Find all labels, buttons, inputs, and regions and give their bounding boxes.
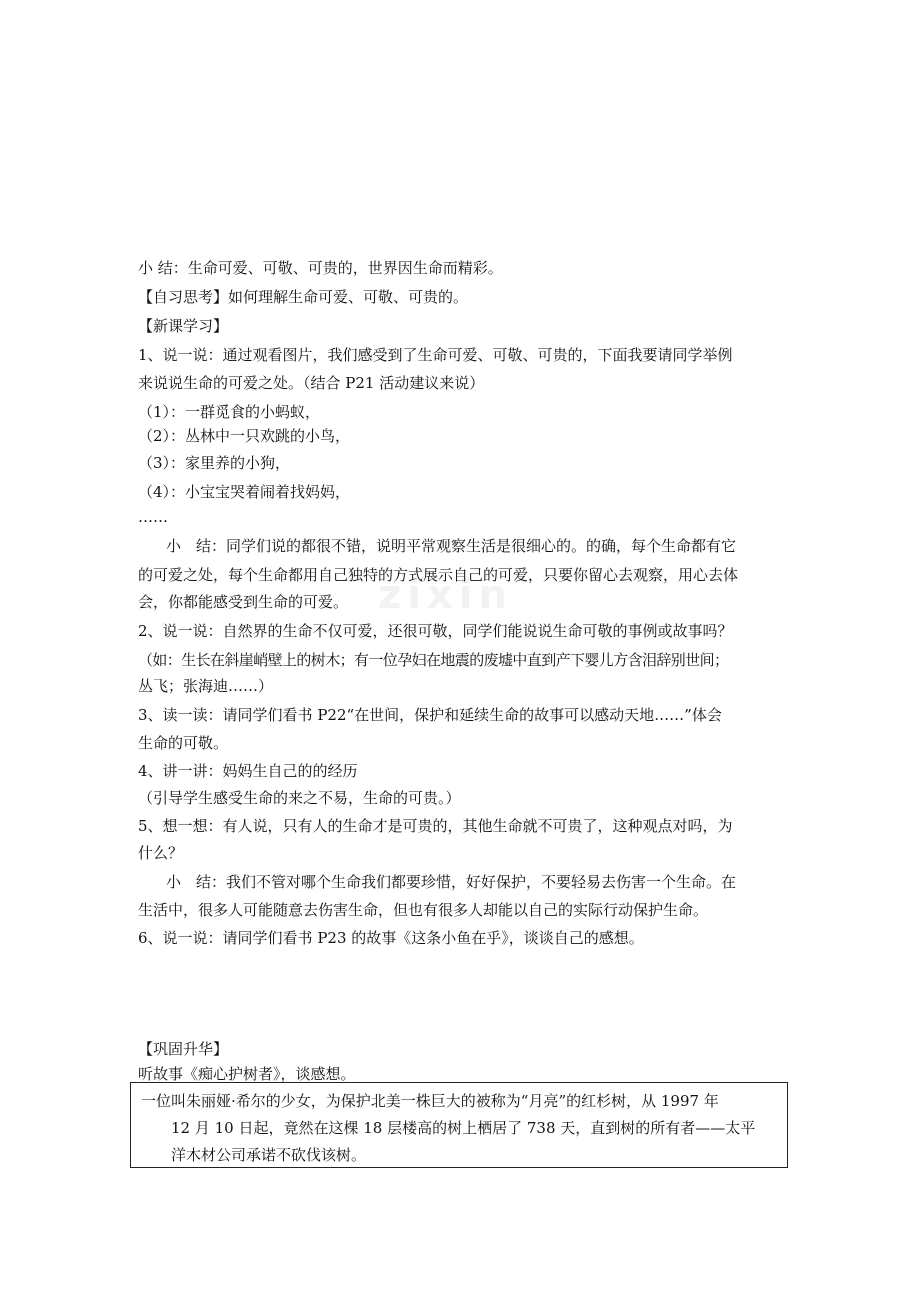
item1-line1: 1、说一说：通过观看图片，我们感受到了生命可爱、可敬、可贵的，下面我要请同学举例 <box>138 346 733 364</box>
story-line: 洋木材公司承诺不砍伐该树。 <box>171 1146 367 1164</box>
item1-summary-line: 的可爱之处，每个生命都用自己独特的方式展示自己的可爱，只要你留心去观察，用心去体 <box>138 566 739 584</box>
item2-line2: （如：生长在斜崖峭壁上的树木；有一位孕妇在地震的废墟中直到产下婴儿方含泪辞别世间； <box>138 651 729 669</box>
ellipsis: …… <box>138 508 168 526</box>
story-line: 12 月 10 日起，竟然在这棵 18 层楼高的树上栖居了 738 天，直到树的所有者——太平 <box>171 1119 756 1137</box>
item4-line2: （引导学生感受生命的来之不易，生命的可贵。） <box>138 789 461 807</box>
story-box <box>130 1082 788 1168</box>
example-item: （2）：丛林中一只欢跳的小鸟， <box>138 427 351 445</box>
watermark: zixin <box>378 572 513 618</box>
new-lesson-heading: 【新课学习】 <box>138 317 229 335</box>
item5-summary-line: 小 结：我们不管对哪个生命我们都要珍惜，好好保护，不要轻易去伤害一个生命。在 <box>166 873 737 891</box>
item5-summary-line: 生活中，很多人可能随意去伤害生命，但也有很多人却能以自己的实际行动保护生命。 <box>138 901 709 919</box>
item3-line1: 3、读一读：请同学们看书 P22“在世间，保护和延续生命的故事可以感动天地……”体会 <box>138 706 722 724</box>
item1-summary-line: 小 结：同学们说的都很不错，说明平常观察生活是很细心的。的确，每个生命都有它 <box>166 537 737 555</box>
self-study-heading: 【自习思考】如何理解生命可爱、可敬、可贵的。 <box>138 288 469 306</box>
item5-line1: 5、想一想：有人说，只有人的生命才是可贵的，其他生命就不可贵了，这种观点对吗，为 <box>138 817 733 835</box>
example-item: （3）：家里养的小狗， <box>138 454 291 472</box>
item4-line1: 4、讲一讲：妈妈生自己的的经历 <box>138 762 358 780</box>
item2-line3: 丛飞；张海迪……） <box>138 677 274 695</box>
item5-line2: 什么？ <box>138 844 184 862</box>
item2-line1: 2、说一说：自然界的生命不仅可爱，还很可敬，同学们能说说生命可敬的事例或故事吗？ <box>138 622 733 640</box>
item6-line1: 6、说一说：请同学们看书 P23 的故事《这条小鱼在乎》，谈谈自己的感想。 <box>138 929 644 947</box>
story-line: 一位叫朱丽娅·希尔的少女，为保护北美一株巨大的被称为“月亮”的红杉树，从 1997 年 <box>141 1092 719 1110</box>
consolidate-heading: 【巩固升华】 <box>138 1040 229 1058</box>
item1-line2: 来说说生命的可爱之处。（结合 P21 活动建议来说） <box>138 374 485 392</box>
item3-line2: 生命的可敬。 <box>138 734 229 752</box>
summary-top: 小 结：生命可爱、可敬、可贵的，世界因生命而精彩。 <box>138 259 503 277</box>
consolidate-task: 听故事《痴心护树者》，谈感想。 <box>138 1065 356 1083</box>
example-item: （4）：小宝宝哭着闹着找妈妈， <box>138 483 351 501</box>
example-item: （1）：一群觅食的小蚂蚁， <box>138 403 321 421</box>
item1-summary-line: 会，你都能感受到生命的可爱。 <box>138 593 349 611</box>
